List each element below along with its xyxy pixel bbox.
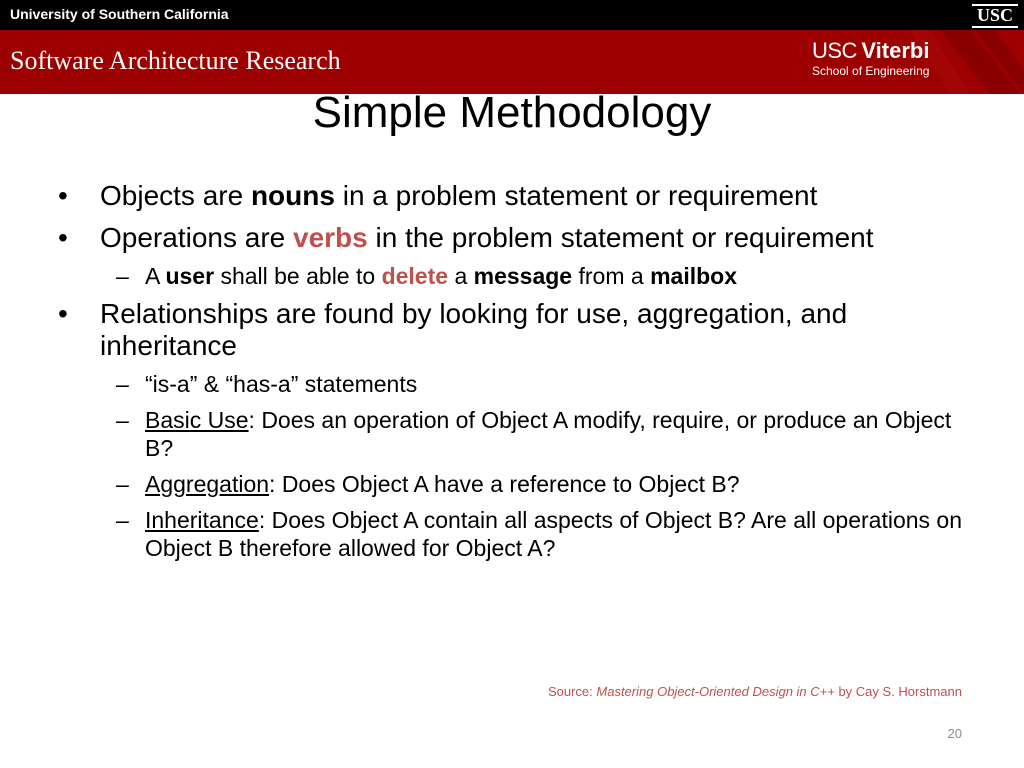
keyword-mailbox: mailbox (650, 263, 737, 289)
sub-bullet-example (58, 262, 978, 290)
text: Objects are (100, 180, 251, 211)
dash-icon: – (116, 407, 129, 433)
text: in a problem statement or requirement (334, 180, 818, 211)
text: A (145, 263, 166, 289)
term-inheritance: Inheritance (145, 507, 259, 533)
sub-bullet-isa (58, 370, 978, 398)
slide-title: Simple Methodology (312, 88, 712, 137)
term-aggregation: Aggregation (145, 471, 270, 497)
keyword-user: user (165, 263, 215, 289)
bullet-operations (58, 222, 978, 254)
text: : Does Object A contain all aspects of Object B? Are all operations on Object B therefore allowed for Object A? (145, 507, 962, 561)
keyword-nouns: nouns (250, 180, 335, 211)
header-banner (0, 30, 1024, 94)
dash-icon: – (116, 263, 129, 289)
text: Operations are (100, 222, 293, 253)
viterbi-subtitle: School of Engineering (812, 64, 930, 78)
viterbi-logo (812, 40, 929, 77)
sub-bullet-basic-use (58, 406, 978, 462)
text: Relationships are found by looking for use, aggregation, and inheritance (100, 298, 848, 361)
term-basic-use: Basic Use (145, 407, 249, 433)
usc-logo: USC (972, 4, 1018, 28)
text: a (448, 263, 474, 289)
keyword-verbs: verbs (293, 222, 368, 253)
viterbi-name: Viterbi (861, 38, 930, 63)
bullet-icon: • (58, 180, 68, 211)
text: : Does Object A have a reference to Object B? (269, 471, 740, 497)
keyword-delete: delete (381, 263, 449, 289)
keyword-message: message (473, 263, 573, 289)
page-number: 20 (947, 726, 962, 741)
source-prefix: Source: (547, 684, 597, 699)
source-citation (548, 684, 962, 699)
text: “is-a” & “has-a” statements (145, 371, 418, 397)
dash-icon: – (116, 471, 129, 497)
text: from a (572, 263, 651, 289)
university-name: University of Southern California (10, 6, 229, 22)
bullet-relationships (58, 298, 978, 362)
text: shall be able to (214, 263, 382, 289)
sub-bullet-inheritance (58, 506, 978, 562)
text: in the problem statement or requirement (367, 222, 874, 253)
top-bar (0, 0, 1024, 30)
banner-title: Software Architecture Research (10, 46, 341, 75)
text: : Does an operation of Object A modify, require, or produce an Object B? (145, 407, 952, 461)
source-author: by Cay S. Horstmann (834, 684, 962, 699)
dash-icon: – (116, 507, 129, 533)
bullet-list (58, 180, 978, 570)
source-title: Mastering Object-Oriented Design in C++ (596, 684, 835, 699)
bullet-icon: • (58, 222, 68, 253)
dash-icon: – (116, 371, 129, 397)
viterbi-usc: USC (812, 38, 857, 63)
bullet-icon: • (58, 298, 68, 329)
bullet-objects (58, 180, 978, 212)
sub-bullet-aggregation (58, 470, 978, 498)
